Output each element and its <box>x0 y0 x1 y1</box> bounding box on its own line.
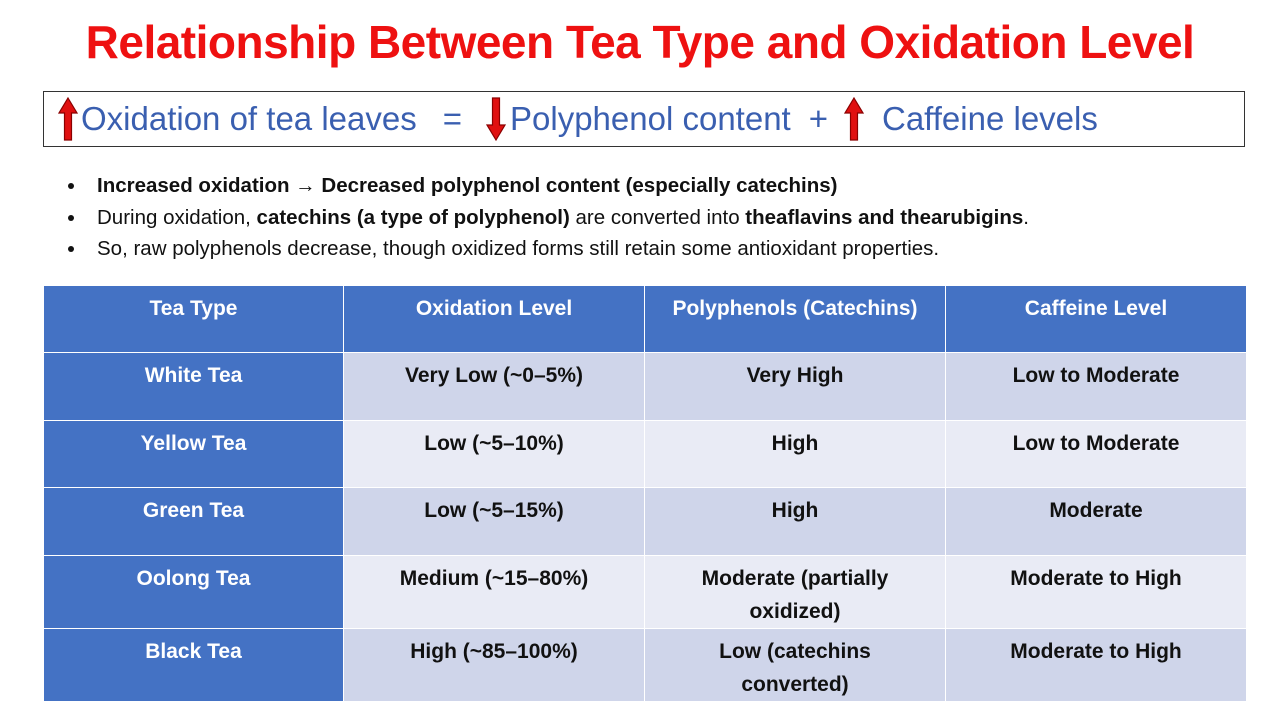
cell-polyphenols: Low (catechins converted) <box>645 628 946 701</box>
cell-polyphenols: High <box>645 420 946 488</box>
header-caffeine-level: Caffeine Level <box>946 286 1247 353</box>
table-row <box>44 488 1247 556</box>
formula-term-polyphenol: Polyphenol content <box>486 97 791 141</box>
cell-oxidation: Medium (~15–80%) <box>344 555 645 628</box>
cell-caffeine: Moderate to High <box>946 555 1247 628</box>
formula-term-oxidation: Oxidation of tea leaves <box>58 97 417 141</box>
cell-polyphenols: High <box>645 488 946 556</box>
cell-tea-type: Oolong Tea <box>44 555 344 628</box>
table-row <box>44 420 1247 488</box>
bullet-list <box>66 170 1246 265</box>
header-oxidation-level: Oxidation Level <box>344 286 645 353</box>
oxidation-formula-box <box>43 91 1245 147</box>
bullet-item: So, raw polyphenols decrease, though oxidized forms still retain some antioxidant properties. <box>66 233 1246 265</box>
cell-tea-type: Green Tea <box>44 488 344 556</box>
cell-oxidation: Low (~5–15%) <box>344 488 645 556</box>
cell-caffeine: Low to Moderate <box>946 353 1247 421</box>
cell-caffeine: Moderate to High <box>946 628 1247 701</box>
cell-oxidation: Low (~5–10%) <box>344 420 645 488</box>
arrow-up-icon <box>844 97 864 141</box>
cell-polyphenols: Very High <box>645 353 946 421</box>
arrow-down-icon <box>486 97 506 141</box>
cell-oxidation: High (~85–100%) <box>344 628 645 701</box>
formula-term-caffeine: Caffeine levels <box>844 97 1098 141</box>
cell-tea-type: White Tea <box>44 353 344 421</box>
formula-plus: + <box>808 100 828 137</box>
table-row <box>44 353 1247 421</box>
cell-tea-type: Yellow Tea <box>44 420 344 488</box>
cell-caffeine: Moderate <box>946 488 1247 556</box>
header-tea-type: Tea Type <box>44 286 344 353</box>
cell-caffeine: Low to Moderate <box>946 420 1247 488</box>
table-row <box>44 555 1247 628</box>
table-row <box>44 628 1247 701</box>
page-title: Relationship Between Tea Type and Oxidation Level <box>85 16 1195 68</box>
tea-comparison-table <box>43 285 1247 702</box>
arrow-up-icon <box>58 97 78 141</box>
cell-tea-type: Black Tea <box>44 628 344 701</box>
table-header-row <box>44 286 1247 353</box>
bullet-item: Increased oxidation → Decreased polyphenol content (especially catechins) <box>66 170 1246 202</box>
cell-oxidation: Very Low (~0–5%) <box>344 353 645 421</box>
formula-equals: = <box>442 100 462 137</box>
bullet-item: During oxidation, catechins (a type of polyphenol) are converted into theaflavins and thearubigins. <box>66 202 1246 234</box>
header-polyphenols: Polyphenols (Catechins) <box>645 286 946 353</box>
cell-polyphenols: Moderate (partially oxidized) <box>645 555 946 628</box>
